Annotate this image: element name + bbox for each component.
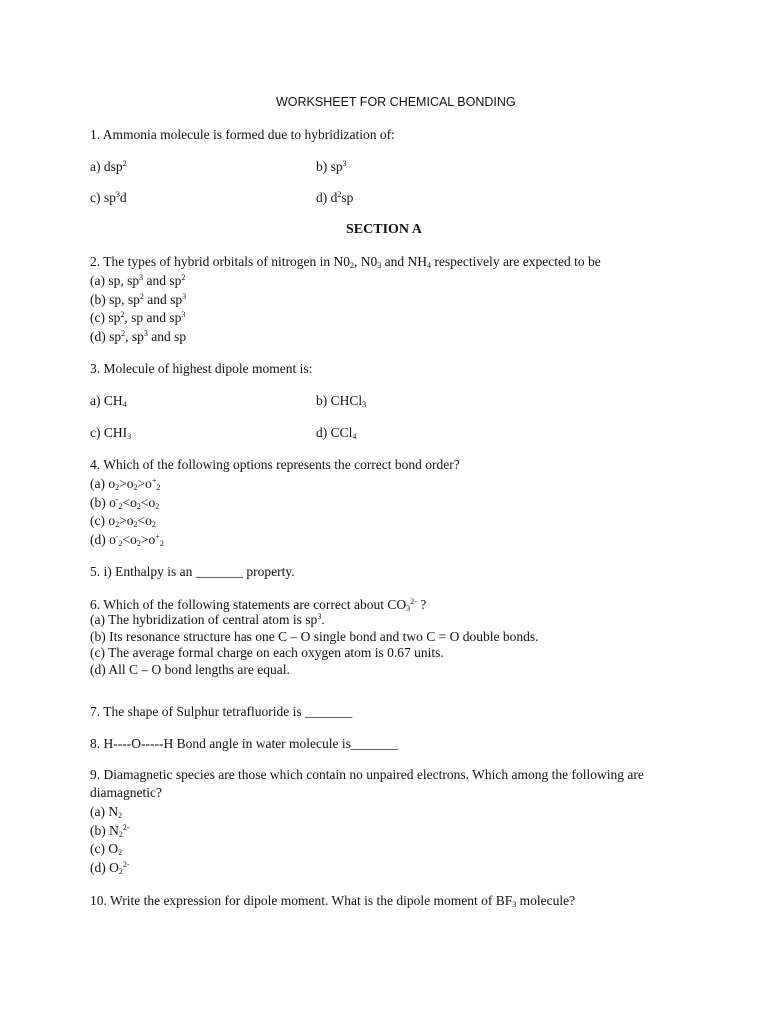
q9-option-a: (a) $N_2$ bbox=[90, 804, 123, 820]
q3-option-c: c) $CHI_3$ bbox=[90, 425, 132, 441]
q6-option-b: (b) Its resonance structure has one C – O single bond and two C = O double bonds. bbox=[90, 629, 539, 644]
question-5: 5. i) Enthalpy is an _______ property. bbox=[90, 564, 295, 579]
q2-option-a: (a) sp, $sp^3$ and $sp^2$ bbox=[90, 273, 186, 288]
question-10: 10. Write the expression for dipole moment. What is the dipole moment of $BF_3$ molecule? bbox=[90, 893, 576, 909]
question-9-line-2: diamagnetic? bbox=[90, 785, 162, 800]
q2-option-b: (b) sp, $sp^2$ and $sp^3$ bbox=[90, 292, 187, 307]
question-2: 2. The types of hybrid orbitals of nitrogen in $N0_2$, $N0_3$ and $NH_4$ respectively are expected to be bbox=[90, 254, 601, 270]
question-9-line-1: 9. Diamagnetic species are those which contain no unpaired electrons. Which among the following are bbox=[90, 767, 644, 782]
q1-option-d: d) $d^2sp$ bbox=[316, 190, 354, 205]
question-7: 7. The shape of Sulphur tetrafluoride is _______ bbox=[90, 704, 353, 719]
page-title: WORKSHEET FOR CHEMICAL BONDING bbox=[276, 95, 516, 109]
q1-option-a: a) dsp$^2$ bbox=[90, 159, 127, 174]
q3-option-a: a) $CH_4$ bbox=[90, 393, 127, 409]
question-1: 1. Ammonia molecule is formed due to hybridization of: bbox=[90, 127, 395, 142]
q3-option-d: d) CCl$_4$ bbox=[316, 425, 357, 441]
q6-option-c: (c) The average formal charge on each oxygen atom is 0.67 units. bbox=[90, 645, 444, 660]
question-6: 6. Which of the following statements are correct about $CO_3^{2-}$ ? bbox=[90, 597, 427, 613]
q2-option-c: (c) $sp^2$, sp and $sp^3$ bbox=[90, 310, 186, 325]
section-heading: SECTION A bbox=[346, 222, 422, 237]
question-8: 8. H----O-----H Bond angle in water molecule is_______ bbox=[90, 736, 399, 751]
q9-option-d: (d) $O_2^{2-}$ bbox=[90, 860, 130, 876]
question-4: 4. Which of the following options represents the correct bond order? bbox=[90, 457, 460, 472]
q9-option-b: (b) $N_2^{2-}$ bbox=[90, 823, 130, 839]
q4-option-a: (a) $o_2>o_2>o^+_2$ bbox=[90, 476, 161, 492]
q1-option-c: c) $sp^3d$ bbox=[90, 190, 127, 205]
q2-option-d: (d) $sp^2$, $sp^3$ and sp bbox=[90, 329, 187, 344]
q4-option-c: (c) $o_2>o_2<o_2$ bbox=[90, 513, 156, 529]
q3-option-b: b) CHCl$_3$ bbox=[316, 393, 367, 409]
q6-option-a: (a) The hybridization of central atom is $sp^3$. bbox=[90, 612, 325, 627]
q9-option-c: (c) $O_2$ bbox=[90, 841, 123, 857]
q4-option-b: (b) $o^-_2<o_2<o_2$ bbox=[90, 495, 160, 511]
question-3: 3. Molecule of highest dipole moment is: bbox=[90, 361, 313, 376]
q1-option-b: b) $sp^3$ bbox=[316, 159, 347, 174]
q6-option-d: (d) All C – O bond lengths are equal. bbox=[90, 662, 290, 677]
q4-option-d: (d) $o^-_2<o_2>o^+_2$ bbox=[90, 532, 164, 548]
